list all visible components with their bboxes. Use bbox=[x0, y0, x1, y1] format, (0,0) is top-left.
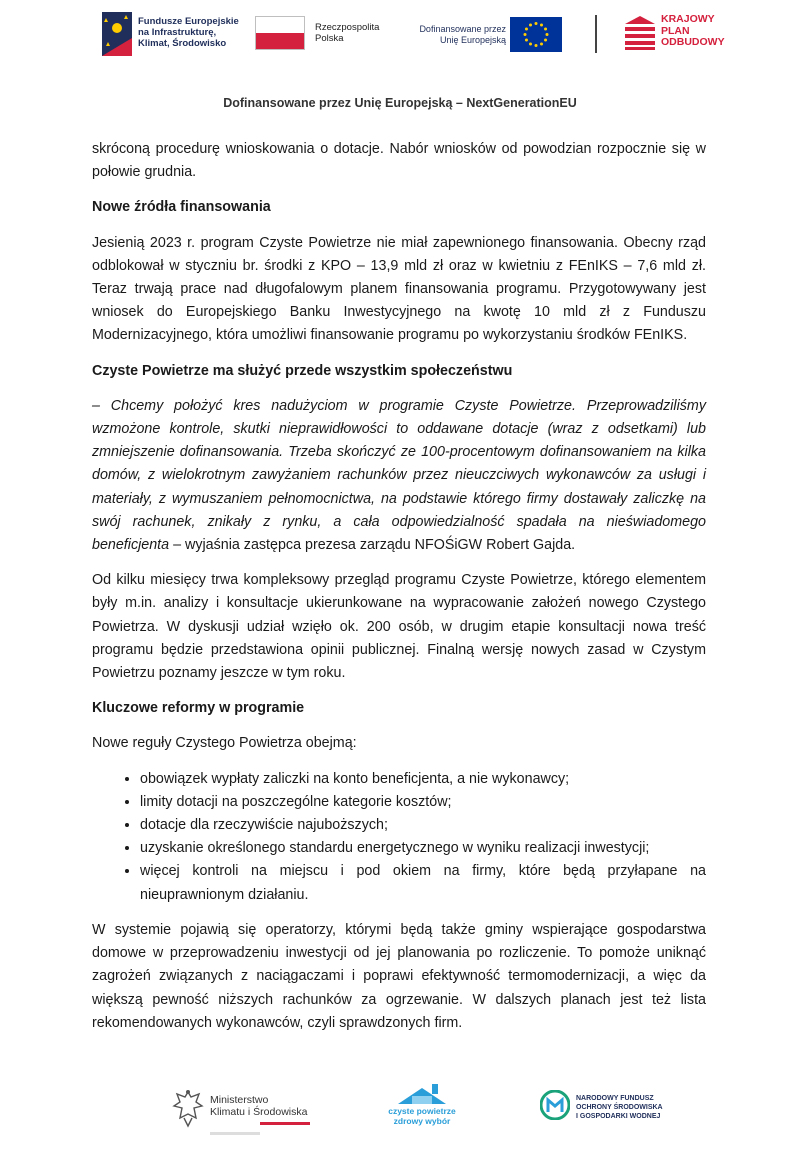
mk-line-1: Ministerstwo bbox=[210, 1094, 269, 1106]
mk-line-2: Klimatu i Środowiska bbox=[210, 1106, 308, 1118]
quote-text: – Chcemy położyć kres nadużyciom w programie Czyste Powietrze. Przeprowadziliśmy wzmożone kontrole, skutki nieprawidłowości to oddawane dotacje (wraz z odsetkami) lub zmniejszenie dofinansowania. Trzeba skończyć ze 100-procentowym dofinansowaniem na kilka domów, z wielokrotnym zawyżaniem rachunków przez nieuczciwych wykonawców za usługi i materiały, z wymuszaniem pełnomocnictwa, na podstawie którego firmy dostawały zaliczkę na swój rachunek, znikały z rynku, a cała odpowiedzialność spadała na nieświadomego beneficjenta bbox=[92, 397, 706, 554]
house-roof-icon bbox=[392, 1082, 452, 1104]
list-item: • więcej kontroli na miejscu i pod okiem na firmy, które będą przyłapane na nieuprawnionym działaniu. bbox=[140, 860, 706, 906]
heading-nowe-zrodla: Nowe źródła finansowania bbox=[92, 199, 271, 216]
header-logo-bar bbox=[100, 10, 740, 60]
eu-star bbox=[544, 39, 547, 42]
nf-line-1: NARODOWY FUNDUSZ bbox=[576, 1095, 654, 1102]
footer-logo-bar bbox=[0, 1082, 800, 1142]
reform-list bbox=[92, 768, 706, 907]
eu-star bbox=[525, 28, 528, 31]
paragraph-1: skróconą procedurę wnioskowania o dotacje. Nabór wniosków od powodzian rozpocznie się w połowie grudnia. bbox=[92, 141, 706, 181]
cp-line-1: czyste powietrze bbox=[388, 1106, 456, 1116]
eu-flag-icon bbox=[510, 17, 562, 52]
logo-separator bbox=[595, 15, 597, 53]
czyste-powietrze-logo bbox=[384, 1082, 460, 1134]
fundusze-europejskie-flag-icon bbox=[102, 12, 132, 56]
eu-star bbox=[544, 28, 547, 31]
cp-line-2: zdrowy wybór bbox=[393, 1116, 451, 1126]
eu-star bbox=[529, 23, 532, 26]
eu-star bbox=[540, 23, 543, 26]
list-item: • dotacje dla rzeczywiście najuboższych; bbox=[140, 814, 706, 837]
list-item: • uzyskanie określonego standardu energetycznego w wyniku realizacji inwestycji; bbox=[140, 837, 706, 860]
nfosigw-logo bbox=[540, 1090, 680, 1130]
header-tagline: Dofinansowane przez Unię Europejską – NextGenerationEU bbox=[223, 96, 577, 110]
nfosigw-mark-icon bbox=[540, 1090, 570, 1120]
ministerstwo-klimatu-logo bbox=[172, 1088, 322, 1134]
paragraph-6: W systemie pojawią się operatorzy, którymi będą także gminy wspierające gospodarstwa domowe w przeprowadzeniu inwestycji od jej planowania po rozliczenie. To pomoże uniknąć zagrożeń związanych z naciągaczami i poprawi efektywność termomodernizacji, a więc da większą pewność niższych rachunków za ogrzewanie. W dalszych planach jest też lista rekomendowanych wykonawców, czyli sprawdzonych firm. bbox=[92, 921, 706, 1031]
list-item: • obowiązek wypłaty zaliczki na konto beneficjenta, a nie wykonawcy; bbox=[140, 768, 706, 791]
unia-europejska-logo bbox=[400, 10, 565, 58]
eu-star bbox=[540, 43, 543, 46]
kpo-line-1: KRAJOWY bbox=[661, 13, 715, 25]
eu-star bbox=[535, 22, 538, 25]
eu-star bbox=[529, 43, 532, 46]
kpo-mark-icon bbox=[625, 16, 655, 50]
paragraph-2: Jesienią 2023 r. program Czyste Powietrze nie miał zapewnionego finansowania. Obecny rząd odblokował w styczniu br. środki z KPO – 13,9 mld zł oraz w kwietniu z FEnIKS – 7,6 mld zł. Teraz trwają prace nad długofalowym planem finansowania programu. Przygotowywany jest wniosek do Europejskiego Banku Inwestycyjnego na kwotę 10 mld zł z Funduszu Modernizacyjnego, która umożliwi finansowanie programu po wykorzystaniu środków FEnIKS. bbox=[92, 234, 706, 344]
mk-flag-bar bbox=[210, 1122, 310, 1125]
paragraph-4: Od kilku miesięcy trwa kompleksowy przegląd programu Czyste Powietrze, którego elementem były m.in. analizy i konsultacje ukierunkowane na wypracowanie założeń nowego Czystego Powietrza. W dyskusji udział wzięło ok. 200 osób, w drugim etapie konsultacji nowa treść programu będzie przedstawiona opinii publicznej. Finalną wersję nowych zasad w Czystym Powietrzu poznamy jeszcze w tym roku. bbox=[92, 572, 706, 682]
eagle-emblem-icon bbox=[172, 1088, 204, 1128]
eu-line-1: Dofinansowane przez bbox=[419, 24, 506, 34]
heading-kluczowe-reformy: Kluczowe reformy w programie bbox=[92, 700, 305, 717]
nf-line-3: I GOSPODARKI WODNEJ bbox=[576, 1113, 661, 1120]
eu-line-2: Unię Europejską bbox=[439, 35, 506, 45]
paragraph-3 bbox=[92, 395, 706, 557]
kpo-line-3: ODBUDOWY bbox=[661, 36, 725, 48]
krajowy-plan-odbudowy-logo bbox=[625, 10, 745, 58]
kpo-line-2: PLAN bbox=[661, 24, 690, 37]
list-item: • limity dotacji na poszczególne kategorie kosztów; bbox=[140, 791, 706, 814]
rp-line-2: Polska bbox=[315, 33, 344, 44]
paragraph-5: Nowe reguły Czystego Powietrza obejmą: bbox=[92, 735, 357, 752]
eu-star bbox=[535, 44, 538, 47]
eu-star bbox=[525, 39, 528, 42]
fe-line-3: Klimat, Środowisko bbox=[138, 38, 227, 49]
polish-flag-icon bbox=[255, 16, 305, 50]
heading-czyste-powietrze: Czyste Powietrze ma służyć przede wszystkim społeczeństwu bbox=[92, 362, 513, 379]
fe-line-2: na Infrastrukturę, bbox=[138, 27, 217, 38]
quote-attribution: – wyjaśnia zastępca prezesa zarządu NFOŚiGW Robert Gajda. bbox=[169, 537, 576, 554]
fundusze-europejskie-logo bbox=[100, 10, 240, 58]
nf-line-2: OCHRONY ŚRODOWISKA bbox=[576, 1104, 663, 1111]
rzeczpospolita-logo bbox=[255, 10, 390, 58]
eu-star bbox=[524, 33, 527, 36]
document-body bbox=[92, 138, 706, 1047]
rp-line-1: Rzeczpospolita bbox=[315, 22, 380, 33]
eu-star bbox=[546, 33, 549, 36]
fe-line-1: Fundusze Europejskie bbox=[138, 16, 239, 27]
